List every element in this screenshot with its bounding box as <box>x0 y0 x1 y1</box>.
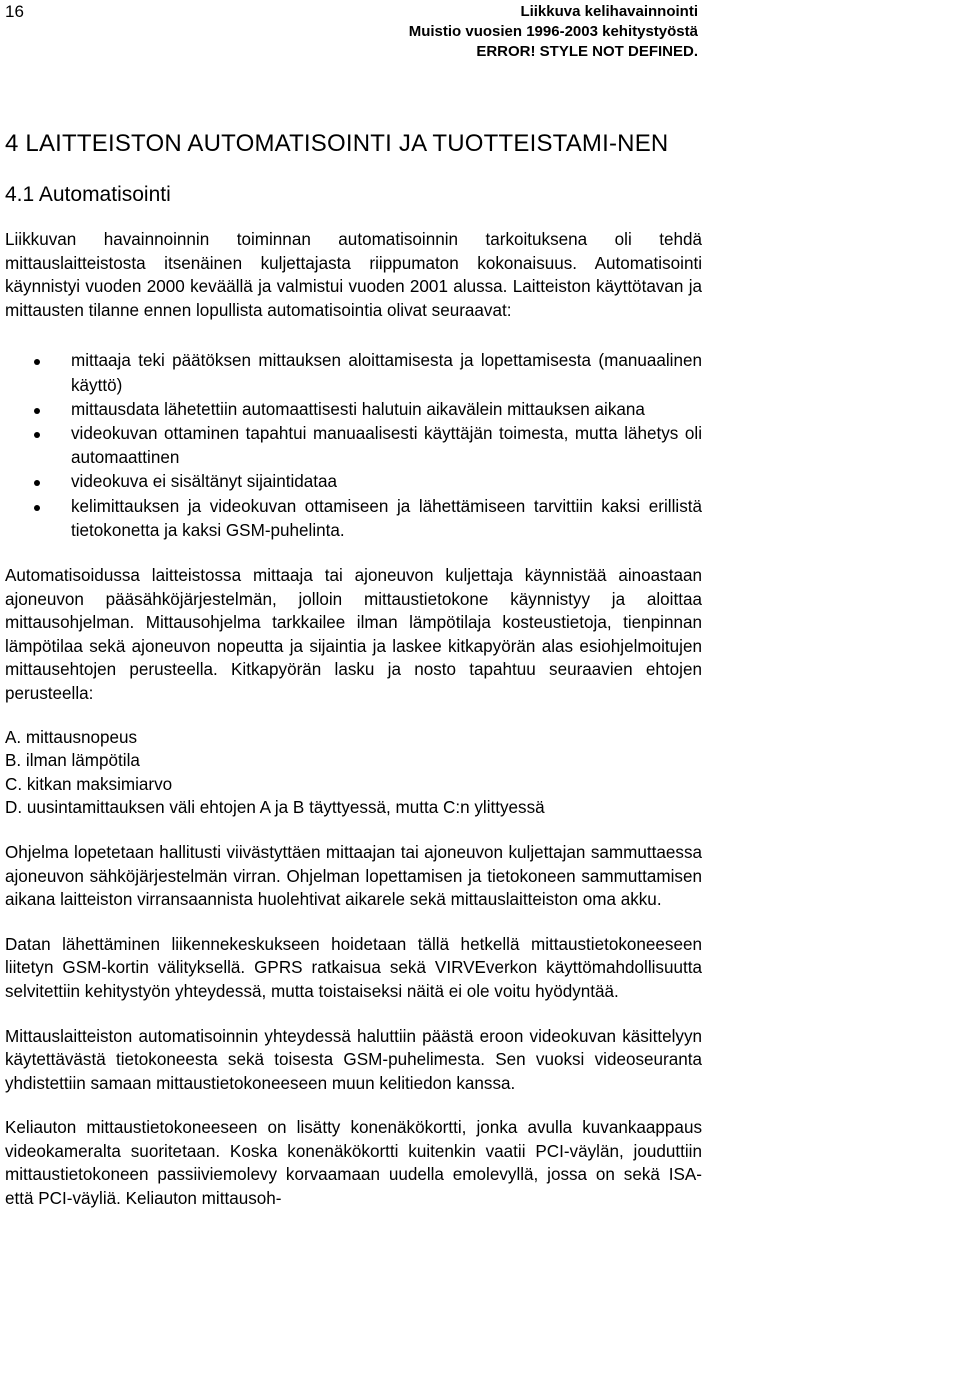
bullet-icon <box>34 432 40 438</box>
status-bullet-list <box>5 349 702 543</box>
running-header <box>409 2 698 62</box>
list-item <box>5 470 702 494</box>
shutdown-paragraph: Ohjelma lopetetaan hallitusti viivästyttäen mittaajan tai ajoneuvon kuljettajan sammuttaessa ajoneuvon sähköjärjestelmän virran. Ohjelman lopettamisen ja tietokoneen sammuttamisen aikana laitteiston virransaannista huolehtivat aikarele sekä mittauslaitteiston oma akku. <box>5 842 702 910</box>
list-item <box>5 422 702 470</box>
page-number: 16 <box>5 2 24 21</box>
criteria-item: D. uusintamittauksen väli ehtojen A ja B täyttyessä, mutta C:n ylittyessä <box>5 798 545 818</box>
list-item-text: videokuvan ottaminen tapahtui manuaalisesti käyttäjän toimesta, mutta lähetys oli automaattinen <box>71 423 702 468</box>
list-item-text: kelimittauksen ja videokuvan ottamiseen ja lähettämiseen tarvittiin kaksi erillistä tietokonetta ja kaksi GSM-puhelinta. <box>71 496 702 540</box>
chapter-title: 4 LAITTEISTON AUTOMATISOINTI JA TUOTTEISTAMI-NEN <box>5 130 669 157</box>
section-title: 4.1 Automatisointi <box>5 183 171 206</box>
bullet-icon <box>34 505 40 511</box>
bullet-icon <box>34 480 40 486</box>
header-line-subtitle: Muistio vuosien 1996-2003 kehitystyöstä <box>408 23 698 40</box>
list-item <box>5 398 702 422</box>
criteria-item: A. mittausnopeus <box>5 727 138 747</box>
bullet-icon <box>34 359 40 365</box>
automation-paragraph: Automatisoidussa laitteistossa mittaaja tai ajoneuvon kuljettaja käynnistää ainoastaan ajoneuvon pääsähköjärjestelmän, jolloin mittaustietokone käynnistyy ja aloittaa mittausohjelman. Mittausohjelma tarkkailee ilman lämpötilaja kosteustietoja, tienpinnan lämpötilaa sekä ajoneuvon nopeutta ja sijaintia ja laskee kitkapyörän alas esiohjelmoitujen mittausehtojen perusteella. Kitkapyörän lasku ja nosto tapahtuu seuraavien ehtojen perusteella: <box>5 566 702 703</box>
list-item-text: mittaaja teki päätöksen mittauksen aloittamisesta ja lopettamisesta (manuaalinen käyttö) <box>71 351 702 395</box>
criteria-item: B. ilman lämpötila <box>5 751 140 771</box>
data-transfer-paragraph: Datan lähettäminen liikennekeskukseen hoidetaan tällä hetkellä mittaustietokoneeseen liitetyn GSM-kortin välityksellä. GPRS ratkaisua sekä VIRVEverkon käyttömahdollisuutta selvitettiin kehitystyön yhteydessä, mutta toistaiseksi näitä ei ole voitu hyödyntää. <box>5 934 702 1001</box>
intro-paragraph: Liikkuvan havainnoinnin toiminnan automatisoinnin tarkoituksena oli tehdä mittauslaitteistosta itsenäinen kuljettajasta riippumaton kokonaisuus. Automatisointi käynnistyi vuoden 2000 keväällä ja valmistui vuoden 2001 alussa. Laitteiston käyttötavan ja mittausten tilanne ennen lopullista automatisointia olivat seuraavat: <box>5 230 702 320</box>
list-item-text: mittausdata lähetettiin automaattisesti halutuin aikavälein mittauksen aikana <box>71 399 645 419</box>
document-body <box>5 128 702 1211</box>
bullet-icon <box>34 408 40 414</box>
criteria-item: C. kitkan maksimiarvo <box>5 774 173 794</box>
header-line-title: Liikkuva kelihavainnointi <box>520 3 698 20</box>
hardware-paragraph: Keliauton mittaustietokoneeseen on lisätty konenäkökortti, jonka avulla kuvankaappaus videokameralta suoritetaan. Koska konenäkökortti kuitenkin vaatii PCI-väylän, jouduttiin mittaustietokoneen passiiviemolevy korvaamaan uudella emolevyllä, jossa on sekä ISA- että PCI-väyliä. Keliauton mittausoh- <box>5 1118 702 1209</box>
header-line-style-error: ERROR! STYLE NOT DEFINED. <box>476 43 698 60</box>
list-item <box>5 495 702 543</box>
list-item-text: videokuva ei sisältänyt sijaintidataa <box>71 472 338 492</box>
video-paragraph: Mittauslaitteiston automatisoinnin yhteydessä haluttiin päästä eroon videokuvan käsittelyyn käytettävästä tietokoneesta sekä toisesta GSM-puhelimesta. Sen vuoksi videoseuranta yhdistettiin samaan mittaustietokoneeseen muun kelitiedon kanssa. <box>5 1026 702 1093</box>
criteria-list <box>5 726 702 820</box>
list-item <box>5 349 702 397</box>
